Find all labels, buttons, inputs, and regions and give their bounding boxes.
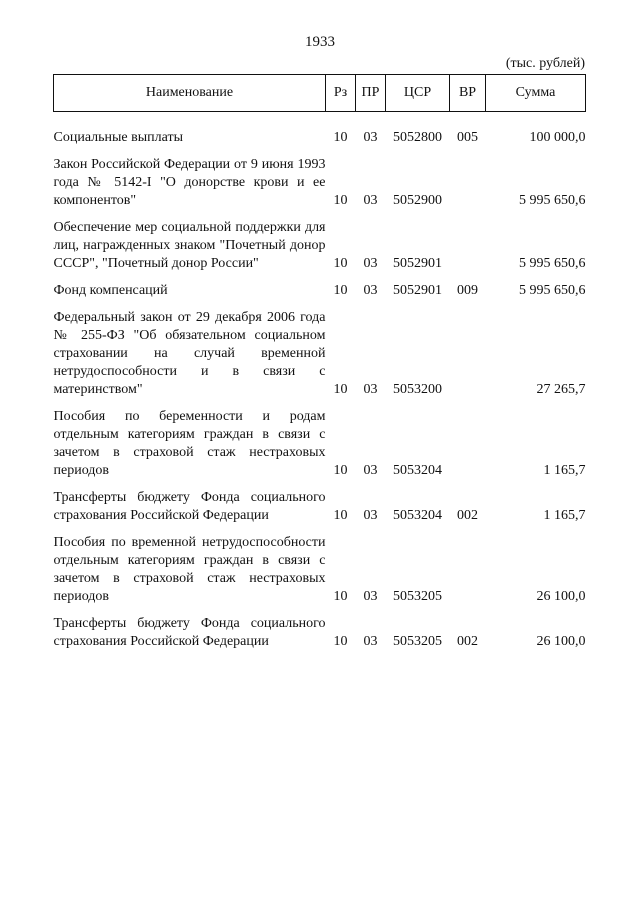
row-sum: 100 000,0 [529,130,586,145]
row-name: Социальные выплаты [53,130,184,145]
row-pr: 03 [363,256,378,271]
row-vr [450,399,486,480]
page-number: 1933 [305,34,335,50]
row-csr: 5053204 [393,508,442,523]
table-row [54,399,586,480]
row-rz: 10 [333,634,348,649]
row-name: Обеспечение мер социальной поддержки для лиц, награжденных знаком "Почетный донор СССР", "Почетный донор России" [53,220,326,271]
row-pr: 03 [363,508,378,523]
table-row [54,147,586,210]
row-sum: 5 995 650,6 [519,283,586,298]
row-csr: 5053205 [393,634,442,649]
row-pr: 03 [363,463,378,478]
row-pr: 03 [363,382,378,397]
row-pr: 03 [363,193,378,208]
row-csr: 5052800 [393,130,442,145]
row-csr: 5053200 [393,382,442,397]
row-csr: 5052901 [393,256,442,271]
row-pr: 03 [363,589,378,604]
row-rz: 10 [333,589,348,604]
row-sum: 5 995 650,6 [519,193,586,208]
row-sum: 26 100,0 [536,634,586,649]
row-sum: 1 165,7 [543,508,586,523]
row-name: Федеральный закон от 29 декабря 2006 года № 255-ФЗ "Об обязательном социальном страховании на случай временной нетрудоспособности и в связи с материнством" [53,310,326,397]
row-vr [450,147,486,210]
row-rz: 10 [333,193,348,208]
row-vr [450,300,486,399]
table-row [54,210,586,273]
row-csr: 5053205 [393,589,442,604]
row-vr: 005 [457,130,478,145]
row-name: Закон Российской Федерации от 9 июня 1993 года № 5142-I "О донорстве крови и ее компонентов" [53,157,326,208]
header-name: Наименование [54,75,326,112]
row-name: Пособия по беременности и родам отдельным категориям граждан в связи с зачетом в страховой стаж нестраховых периодов [53,409,326,478]
header-vr: ВР [450,75,486,112]
table-row [54,273,586,300]
table-row [54,112,586,148]
row-csr: 5052901 [393,283,442,298]
row-name: Фонд компенсаций [53,283,168,298]
row-rz: 10 [333,382,348,397]
table-row [54,300,586,399]
row-vr: 002 [457,508,478,523]
row-vr: 009 [457,283,478,298]
header-csr: ЦСР [386,75,450,112]
budget-table [53,74,586,651]
row-rz: 10 [333,130,348,145]
table-row [54,480,586,525]
row-sum: 5 995 650,6 [519,256,586,271]
row-vr: 002 [457,634,478,649]
row-csr: 5052900 [393,193,442,208]
row-rz: 10 [333,256,348,271]
header-pr: ПР [356,75,386,112]
units-label: (тыс. рублей) [505,56,585,71]
table-row [54,606,586,651]
header-sum: Сумма [486,75,586,112]
row-rz: 10 [333,283,348,298]
row-sum: 26 100,0 [536,589,586,604]
header-rz: Рз [326,75,356,112]
row-pr: 03 [363,634,378,649]
row-vr [450,525,486,606]
row-name: Трансферты бюджету Фонда социального страхования Российской Федерации [53,616,326,649]
row-name: Пособия по временной нетрудоспособности отдельным категориям граждан в связи с зачетом в страховой стаж нестраховых периодов [53,535,326,604]
row-vr [450,210,486,273]
row-pr: 03 [363,130,378,145]
table-row [54,525,586,606]
row-rz: 10 [333,508,348,523]
row-sum: 27 265,7 [536,382,586,397]
row-csr: 5053204 [393,463,442,478]
table-header-row [54,75,586,112]
row-pr: 03 [363,283,378,298]
row-rz: 10 [333,463,348,478]
row-sum: 1 165,7 [543,463,586,478]
row-name: Трансферты бюджету Фонда социального страхования Российской Федерации [53,490,326,523]
